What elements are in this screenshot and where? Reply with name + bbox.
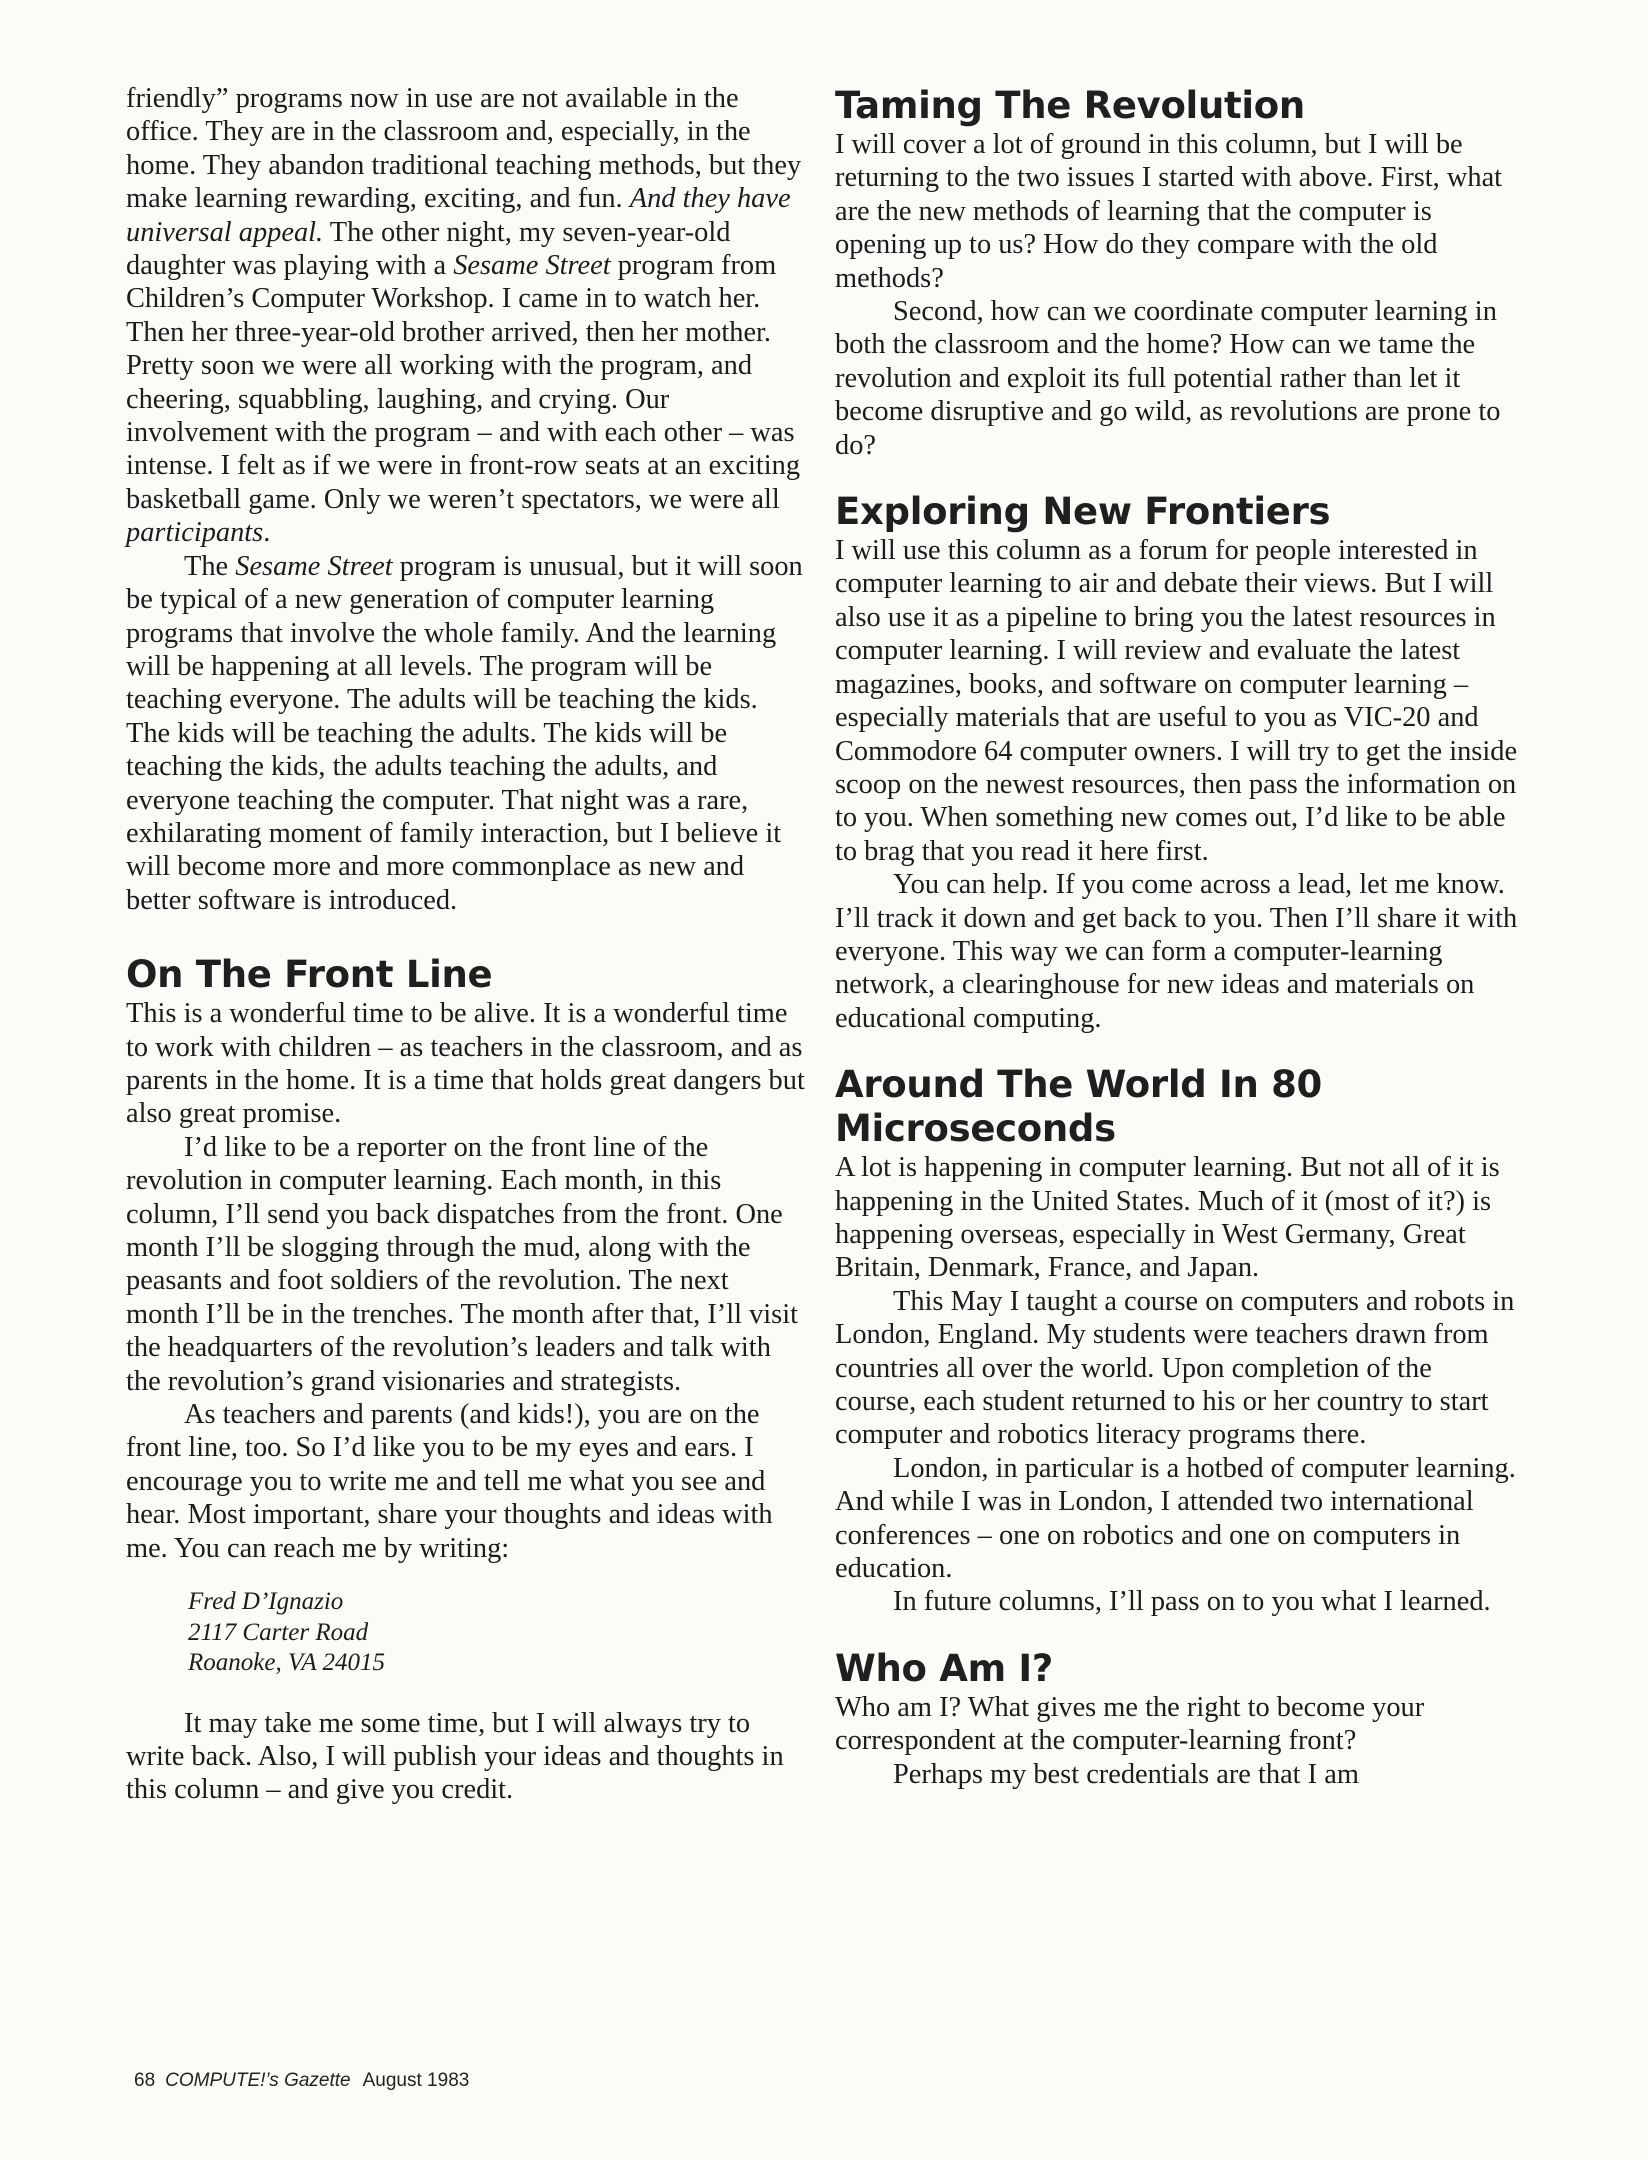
address-street: 2117 Carter Road <box>188 1618 369 1646</box>
paragraph-taught-course: This May I taught a course on computers and robots in London, England. My students were teachers drawn from countries all over the world. Upon completion of the course, each student returned to his or her country to start computer and robotics literacy programs there. <box>835 1285 1515 1451</box>
paragraph-sesame-street: The Sesame Street program is unusual, but it will soon be typical of a new generation of computer learning programs that involve the whole family. And the learning will be happening at all levels. The program will be teaching everyone. The adults will be teaching the kids. The kids will be teaching the adults. The kids will be teaching the kids, the adults teaching the adults, and everyone teaching the computer. That night was a rare, exhilarating moment of family interaction, but I believe it will become more and more commonplace as new and better software is introduced. <box>126 550 803 916</box>
left-column <box>126 82 808 1807</box>
paragraph-coordinate: Second, how can we coordinate computer learning in both the classroom and the home? How can we tame the revolution and exploit its full potential rather than let it become disruptive and go wild, as revolutions are prone to do? <box>835 296 1501 461</box>
paragraph-who-am-i: Who am I? What gives me the right to become your correspondent at the computer-learning front? <box>835 1691 1425 1757</box>
page-footer <box>134 2070 469 2092</box>
paragraph-write-back: It may take me some time, but I will always try to write back. Also, I will publish your ideas and thoughts in this column – and give you credit. <box>126 1707 784 1806</box>
paragraph-lot-happening: A lot is happening in computer learning. But not all of it is happening in the United States. Much of it (most of it?) is happening overseas, especially in West Germany, Great Britain, Denmark, France, and Japan. <box>835 1152 1500 1284</box>
paragraph-teachers-parents: As teachers and parents (and kids!), you are on the front line, too. So I’d like you to be my eyes and ears. I encourage you to write me and tell me what you see and hear. Most important, share your thoughts and ideas with me. You can reach me by writing: <box>126 1399 773 1564</box>
paragraph-reporter: I’d like to be a reporter on the front line of the revolution in computer learning. Each month, in this column, I’ll send you back dispatches from the front. One month I’ll be slogging through the mud, along with the peasants and foot soldiers of the revolution. The next month I’ll be in the trenches. The month after that, I’ll visit the headquarters of the revolution’s leaders and talk with the revolution’s grand visionaries and strategists. <box>126 1131 799 1397</box>
heading-around-the-world: Around The World In 80 Microseconds <box>835 1063 1322 1151</box>
paragraph-credentials: Perhaps my best credentials are that I am <box>893 1758 1359 1790</box>
address-name: Fred D’Ignazio <box>188 1588 344 1616</box>
heading-taming-the-revolution: Taming The Revolution <box>835 84 1305 127</box>
heading-who-am-i: Who Am I? <box>835 1646 1054 1690</box>
right-column <box>835 84 1520 1791</box>
paragraph-intro-continued: friendly” programs now in use are not available in the office. They are in the classroom and, especially, in the home. They abandon traditional teaching methods, but they make learning rewarding, exciting, and fun. And they have universal appeal. The other night, my seven-year-old daughter was playing with a Sesame Street program from Children’s Computer Workshop. I came in to watch her. Then her three-year-old brother arrived, then her mother. Pretty soon we were all working with the program, and cheering, squabbling, laughing, and crying. Our involvement with the program – and with each other – was intense. I felt as if we were in front-row seats at an exciting basketball game. Only we weren’t spectators, we were all participants. <box>126 83 802 549</box>
magazine-name: COMPUTE!’s Gazette <box>165 2070 351 2091</box>
paragraph-you-can-help: You can help. If you come across a lead, let me know. I’ll track it down and get back to you. Then I’ll share it with everyone. This way we can form a computer-learning network, a clearinghouse for new ideas and materials on educational computing. <box>835 869 1518 1034</box>
address-city: Roanoke, VA 24015 <box>188 1649 385 1677</box>
mailing-address <box>188 1587 808 1679</box>
heading-exploring-new-frontiers: Exploring New Frontiers <box>835 490 1331 534</box>
page-number: 68 <box>134 2070 156 2091</box>
paragraph-forum: I will use this column as a forum for people interested in computer learning to air and debate their views. But I will also use it as a pipeline to bring you the latest resources in computer learning. I will review and evaluate the latest magazines, books, and software on computer learning – especially materials that are useful to you as VIC-20 and Commodore 64 computer owners. I will try to get the inside scoop on the newest resources, then pass the information on to you. When something new comes out, I’d like to be able to brag that you read it here first. <box>835 535 1518 867</box>
paragraph-wonderful-time: This is a wonderful time to be alive. It is a wonderful time to work with children – as teachers in the classroom, and as parents in the home. It is a time that holds great dangers but also great promise. <box>126 998 805 1130</box>
heading-on-the-front-line: On The Front Line <box>126 953 493 997</box>
issue-date: August 1983 <box>362 2070 470 2091</box>
paragraph-future-columns: In future columns, I’ll pass on to you what I learned. <box>893 1586 1491 1618</box>
paragraph-cover-ground: I will cover a lot of ground in this column, but I will be returning to the two issues I started with above. First, what are the new methods of learning that the computer is opening up to us? How do they compare with the old methods? <box>835 129 1503 294</box>
paragraph-london: London, in particular is a hotbed of computer learning. And while I was in London, I attended two international conferences – one on robotics and one on computers in education. <box>835 1452 1516 1585</box>
